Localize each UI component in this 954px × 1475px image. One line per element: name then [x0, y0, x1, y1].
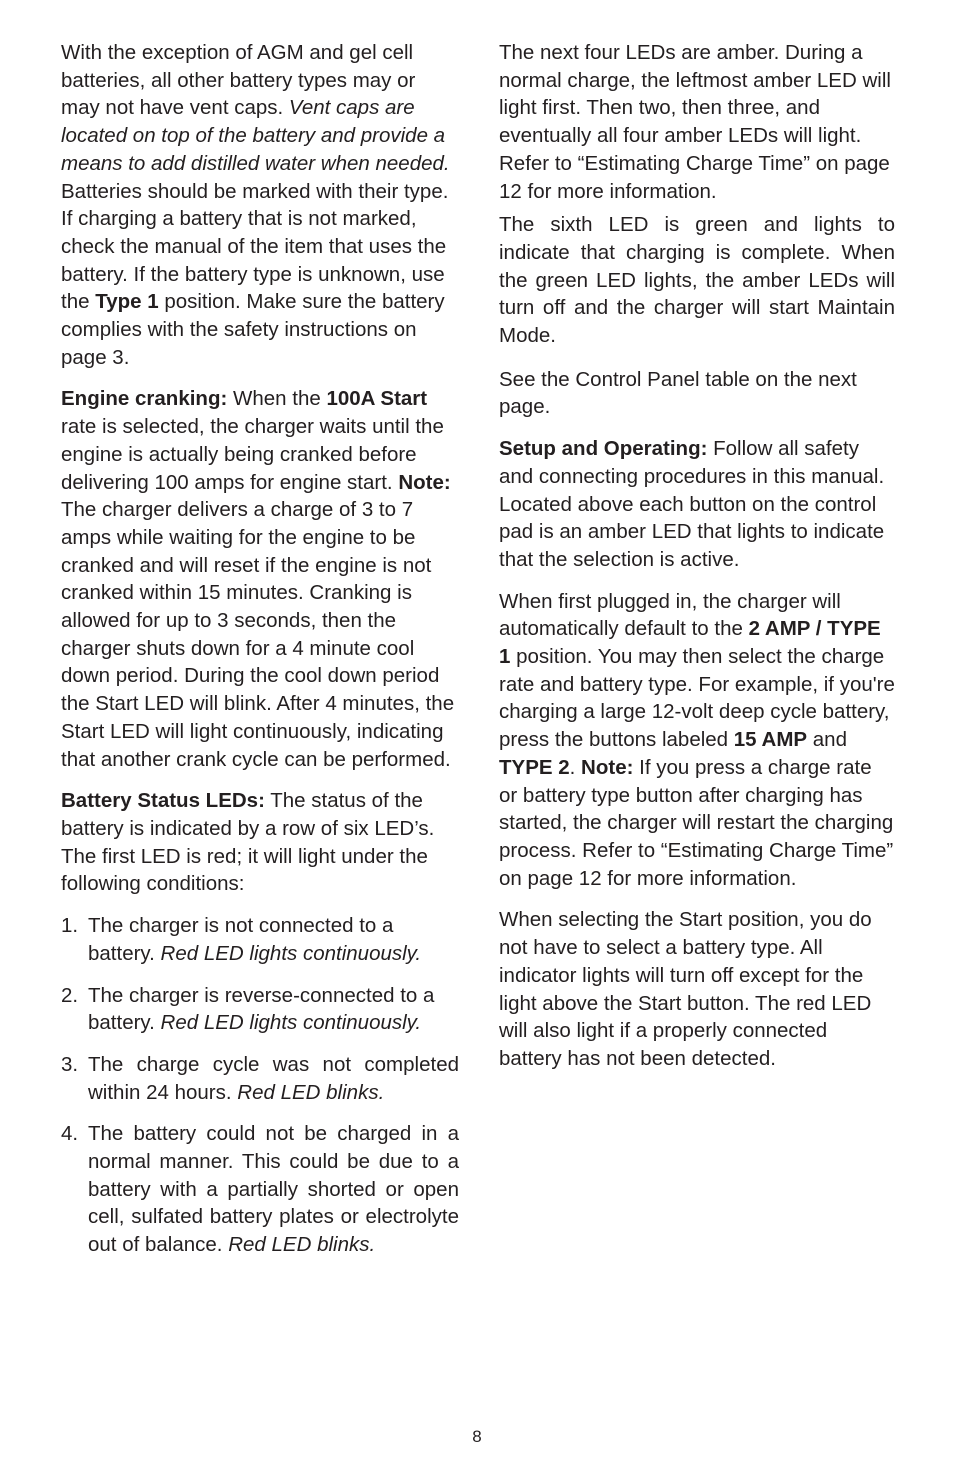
- engine-cranking-paragraph: [61, 385, 459, 773]
- start-position-paragraph: When selecting the Start position, you do not have to select a battery type. All indicator lights will turn off except for the light above the Start button. The red LED will also light if a properly connected battery has not been detected.: [499, 908, 872, 1070]
- note-label: Note:: [398, 470, 451, 494]
- engine-cranking-text-1: When the: [227, 387, 327, 411]
- type-2-bold: TYPE 2: [499, 755, 570, 779]
- right-column: [499, 39, 895, 1087]
- vent-caps-paragraph: [61, 39, 459, 371]
- first-plugged-text-7: .: [569, 755, 582, 779]
- type-1-bold: Type 1: [95, 290, 159, 314]
- first-plugged-text-3: position. You may then select the charge rate and battery type. For example, if you're charging a large 12-volt deep cycle battery, press the buttons labeled: [499, 645, 895, 752]
- list-item-number: 1.: [61, 914, 79, 938]
- red-led-conditions-list: [61, 912, 459, 1259]
- list-item: [61, 1120, 459, 1259]
- fifteen-amp-bold: 15 AMP: [733, 728, 808, 752]
- see-table-paragraph: See the Control Panel table on the next page.: [499, 367, 857, 419]
- engine-cranking-heading: Engine cranking:: [61, 387, 228, 411]
- green-led-paragraph: The sixth LED is green and lights to indicate that charging is complete. When the green LED lights, the amber LEDs will turn off and the charger will start Maintain Mode.: [499, 213, 895, 348]
- battery-status-paragraph: [61, 787, 459, 898]
- default-position-bold: 2 AMP / TYPE 1: [499, 617, 881, 669]
- first-plugged-text-5: and: [807, 728, 847, 752]
- list-item-result: Red LED lights continuously.: [160, 1011, 422, 1035]
- list-item: [61, 912, 459, 967]
- list-item-number: 3.: [61, 1052, 79, 1076]
- vent-caps-text-3: Batteries should be marked with their type. If charging a battery that is not marked, check the manual of the item that uses the battery. If the battery type is unknown, use the: [61, 179, 449, 314]
- battery-status-text: The status of the battery is indicated by a row of six LED’s. The first LED is red; it will light under the following conditions:: [61, 789, 435, 896]
- vent-caps-italic-text: Vent caps are located on top of the battery and provide a means to add distilled water when needed.: [61, 96, 450, 175]
- list-item-text: The battery could not be charged in a normal manner. This could be due to a battery with a partially shorted or open cell, sulfated battery plates or electrolyte out of balance.: [88, 1122, 459, 1257]
- setup-operating-text: Follow all safety and connecting procedures in this manual. Located above each button on the control pad is an amber LED that lights to indicate that the selection is active.: [499, 437, 885, 571]
- first-plugged-paragraph: [499, 588, 895, 893]
- list-item-text: The charger is not connected to a battery.: [88, 914, 394, 965]
- list-item-number: 2.: [61, 983, 79, 1007]
- list-item: [61, 982, 459, 1037]
- first-plugged-text-1: When first plugged in, the charger will automatically default to the: [499, 589, 841, 641]
- list-item: [61, 1051, 459, 1106]
- list-item-text: The charge cycle was not completed within 24 hours.: [88, 1052, 459, 1104]
- engine-cranking-text-4: The charger delivers a charge of 3 to 7 amps while waiting for the engine to be cranked and will reset if the engine is not cranked within 15 minutes. Cranking is allowed for up to 3 seconds, then the charger shuts down for a 4 minute cool down period. During the cool down period the Start LED will blink. After 4 minutes, the Start LED will light continuously, indicating that another crank cycle can be performed.: [61, 498, 455, 771]
- list-item-text: The charger is reverse-connected to a battery.: [88, 983, 435, 1035]
- setup-operating-paragraph: [499, 435, 895, 574]
- vent-caps-text-1: With the exception of AGM and gel cell batteries, all other battery types may or may not have vent caps.: [61, 41, 416, 120]
- list-item-result: Red LED blinks.: [237, 1080, 385, 1104]
- engine-cranking-text-3: rate is selected, the charger waits until the engine is actually being cranked before delivering 100 amps for engine start.: [61, 415, 444, 494]
- note-label: Note:: [581, 755, 634, 779]
- list-item-number: 4.: [61, 1122, 79, 1146]
- amber-leds-paragraph: The next four LEDs are amber. During a normal charge, the leftmost amber LED will light first. Then two, then three, and eventually all four amber LEDs will light. Refer to “Estimating Charge Time” on page 12 for more information.: [499, 41, 891, 203]
- setup-operating-heading: Setup and Operating:: [499, 437, 708, 461]
- page-number: 8: [472, 1427, 482, 1446]
- start-rate-bold: 100A Start: [326, 387, 428, 411]
- list-item-result: Red LED blinks.: [228, 1233, 376, 1257]
- vent-caps-text-5: position. Make sure the battery complies with the safety instructions on page 3.: [61, 290, 445, 369]
- battery-status-heading: Battery Status LEDs:: [61, 789, 265, 813]
- first-plugged-text-8: If you press a charge rate or battery type button after charging has started, the charger will restart the charging process. Refer to “Estimating Charge Time” on page 12 for more information.: [499, 755, 894, 890]
- left-column: [61, 39, 459, 1273]
- list-item-result: Red LED lights continuously.: [160, 941, 422, 965]
